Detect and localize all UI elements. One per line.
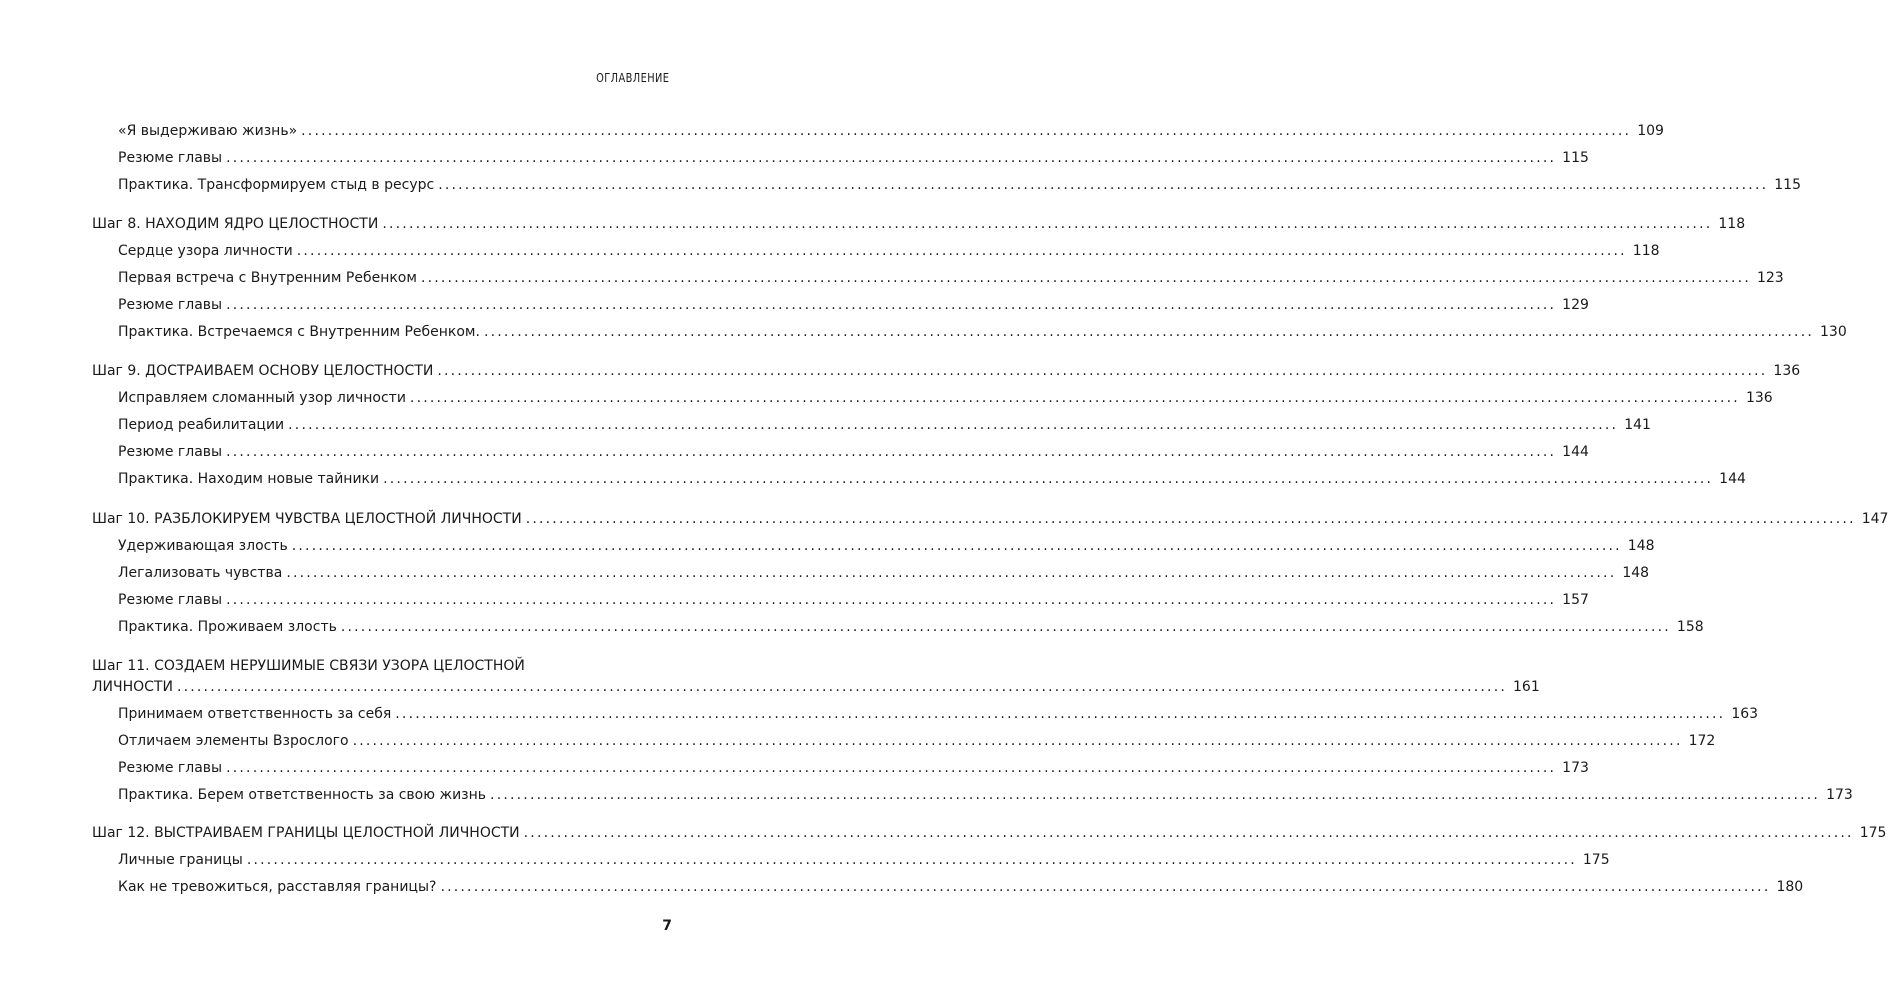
toc-entry[interactable] <box>118 470 1746 488</box>
entry-title: Резюме главы <box>118 760 223 776</box>
toc-step-entry[interactable] <box>92 510 1888 528</box>
dot-leader: ........................................................................................................................................................................................................ <box>226 150 1557 166</box>
entry-page: 136 <box>1745 390 1773 406</box>
entry-page: 141 <box>1624 417 1651 433</box>
toc-entry[interactable] <box>118 851 1610 869</box>
entry-page: 118 <box>1718 216 1746 232</box>
entry-title: Практика. Берем ответственность за свою жизнь <box>118 787 487 803</box>
toc-entry[interactable] <box>118 176 1801 194</box>
toc-entry[interactable] <box>118 732 1716 750</box>
dot-leader: ........................................................................................................................................................................................................ <box>291 538 1622 554</box>
entry-title: Период реабилитации <box>118 417 285 433</box>
entry-page: 163 <box>1731 706 1759 722</box>
entry-title: Исправляем сломанный узор личности <box>118 390 406 406</box>
dot-leader: ........................................................................................................................................................................................................ <box>420 270 1751 286</box>
entry-page: 175 <box>1859 825 1887 841</box>
dot-leader: ........................................................................................................................................................................................................ <box>226 592 1557 608</box>
entry-title: Личные границы <box>118 852 243 868</box>
entry-page: 148 <box>1627 538 1655 554</box>
toc-entry[interactable] <box>118 323 1847 341</box>
toc-entry[interactable] <box>118 443 1589 461</box>
entry-page: 144 <box>1719 471 1746 487</box>
toc-entry[interactable] <box>118 564 1650 582</box>
entry-title: Практика. Встречаемся с Внутренним Ребенком. <box>118 324 480 340</box>
entry-page: 144 <box>1562 444 1589 460</box>
dot-leader: ........................................................................................................................................................................................................ <box>409 390 1740 406</box>
entry-title: Практика. Трансформируем стыд в ресурс <box>118 177 435 193</box>
toc-step-entry[interactable] <box>92 824 1887 842</box>
dot-leader: ........................................................................................................................................................................................................ <box>301 123 1632 139</box>
entry-page: 115 <box>1774 177 1801 193</box>
entry-page: 109 <box>1637 123 1664 139</box>
entry-title: Сердце узора личности <box>118 243 293 259</box>
entry-title: ЛИЧНОСТИ <box>92 679 173 695</box>
dot-leader: ........................................................................................................................................................................................................ <box>395 706 1726 722</box>
dot-leader: ........................................................................................................................................................................................................ <box>288 417 1619 433</box>
dot-leader: ........................................................................................................................................................................................................ <box>246 852 1577 868</box>
entry-title: Как не тревожиться, расставляя границы? <box>118 879 437 895</box>
dot-leader: ........................................................................................................................................................................................................ <box>352 733 1683 749</box>
entry-page: 136 <box>1773 363 1801 379</box>
toc-entry[interactable] <box>118 705 1759 723</box>
toc-entry[interactable] <box>118 786 1853 804</box>
toc-entry[interactable] <box>118 389 1773 407</box>
running-head: ОГЛАВЛЕНИЕ <box>595 71 669 85</box>
dot-leader: ........................................................................................................................................................................................................ <box>440 879 1771 895</box>
entry-title: Шаг 9. ДОСТРАИВАЕМ ОСНОВУ ЦЕЛОСТНОСТИ <box>92 363 434 379</box>
dot-leader: ........................................................................................................................................................................................................ <box>438 177 1769 193</box>
page-number: 7 <box>662 918 672 934</box>
entry-page: 172 <box>1688 733 1716 749</box>
entry-page: 130 <box>1820 324 1847 340</box>
dot-leader: ........................................................................................................................................................................................................ <box>437 363 1768 379</box>
entry-title: Резюме главы <box>118 297 223 313</box>
entry-title: Шаг 12. ВЫСТРАИВАЕМ ГРАНИЦЫ ЦЕЛОСТНОЙ ЛИЧНОСТИ <box>92 825 520 841</box>
toc-step-entry[interactable] <box>92 215 1746 233</box>
dot-leader: ........................................................................................................................................................................................................ <box>226 297 1557 313</box>
dot-leader: ........................................................................................................................................................................................................ <box>525 511 1856 527</box>
entry-page: 173 <box>1562 760 1589 776</box>
entry-page: 147 <box>1861 511 1888 527</box>
toc-step-entry[interactable] <box>92 678 1540 696</box>
entry-page: 175 <box>1582 852 1610 868</box>
entry-title: Первая встреча с Внутренним Ребенком <box>118 270 417 286</box>
entry-title: «Я выдерживаю жизнь» <box>118 123 298 139</box>
toc-entry[interactable] <box>118 759 1589 777</box>
entry-title: Резюме главы <box>118 592 223 608</box>
entry-title: Шаг 8. НАХОДИМ ЯДРО ЦЕЛОСТНОСТИ <box>92 216 379 232</box>
toc-entry[interactable] <box>118 591 1589 609</box>
entry-page: 173 <box>1826 787 1853 803</box>
entry-title: Удерживающая злость <box>118 538 288 554</box>
dot-leader: ........................................................................................................................................................................................................ <box>226 760 1557 776</box>
toc-entry[interactable] <box>118 537 1655 555</box>
dot-leader: ........................................................................................................................................................................................................ <box>383 471 1714 487</box>
toc-entry[interactable] <box>118 878 1804 896</box>
entry-page: 157 <box>1562 592 1589 608</box>
toc-entry[interactable] <box>118 618 1704 636</box>
dot-leader: ........................................................................................................................................................................................................ <box>483 324 1814 340</box>
dot-leader: ........................................................................................................................................................................................................ <box>176 679 1507 695</box>
entry-title: Легализовать чувства <box>118 565 283 581</box>
toc-entry[interactable] <box>118 296 1589 314</box>
entry-page: 129 <box>1562 297 1589 313</box>
toc-entry[interactable] <box>118 416 1651 434</box>
entry-title: Принимаем ответственность за себя <box>118 706 392 722</box>
dot-leader: ........................................................................................................................................................................................................ <box>340 619 1671 635</box>
entry-title: Практика. Находим новые тайники <box>118 471 380 487</box>
dot-leader: ........................................................................................................................................................................................................ <box>296 243 1627 259</box>
toc-entry[interactable] <box>118 242 1660 260</box>
entry-page: 123 <box>1756 270 1784 286</box>
entry-page: 118 <box>1632 243 1660 259</box>
entry-page: 161 <box>1513 679 1540 695</box>
dot-leader: ........................................................................................................................................................................................................ <box>382 216 1713 232</box>
entry-title: Резюме главы <box>118 150 223 166</box>
entry-page: 158 <box>1676 619 1704 635</box>
toc-entry[interactable] <box>118 122 1664 140</box>
dot-leader: ........................................................................................................................................................................................................ <box>490 787 1821 803</box>
entry-title: Отличаем элементы Взрослого <box>118 733 349 749</box>
dot-leader: ........................................................................................................................................................................................................ <box>226 444 1557 460</box>
entry-title: Шаг 10. РАЗБЛОКИРУЕМ ЧУВСТВА ЦЕЛОСТНОЙ ЛИЧНОСТИ <box>92 511 522 527</box>
entry-page: 115 <box>1562 150 1589 166</box>
dot-leader: ........................................................................................................................................................................................................ <box>286 565 1617 581</box>
entry-title: Практика. Проживаем злость <box>118 619 337 635</box>
toc-step-title-line1: Шаг 11. СОЗДАЕМ НЕРУШИМЫЕ СВЯЗИ УЗОРА ЦЕЛОСТНОЙ <box>92 658 525 674</box>
dot-leader: ........................................................................................................................................................................................................ <box>523 825 1854 841</box>
entry-title: Резюме главы <box>118 444 223 460</box>
toc-step-entry[interactable] <box>92 362 1801 380</box>
entry-page: 180 <box>1776 879 1804 895</box>
toc-entry[interactable] <box>118 269 1784 287</box>
entry-page: 148 <box>1622 565 1650 581</box>
toc-entry[interactable] <box>118 149 1589 167</box>
